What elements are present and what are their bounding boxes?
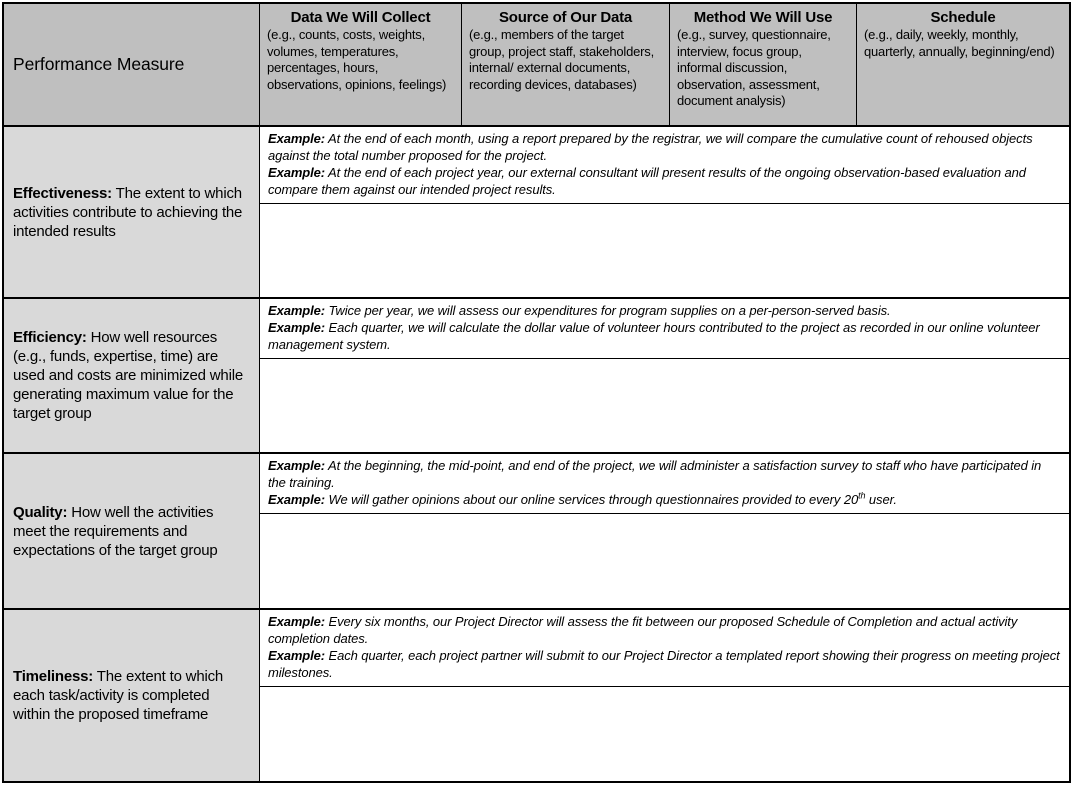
example-label: Example: <box>268 648 326 663</box>
example-text: At the beginning, the mid-point, and end of the project, we will administer a satisfaction survey to staff who have participated in the training. <box>268 458 1042 490</box>
example-text: At the end of each month, using a report prepared by the registrar, we will compare the cumulative count of rehoused objects against the total number proposed for the project. <box>268 131 1033 163</box>
header-cell-data-we-will-collect <box>260 4 462 125</box>
measure-term: Effectiveness: <box>13 184 112 202</box>
measure-description: The extent to which each task/activity is completed within the proposed timeframe <box>13 668 224 723</box>
header-cell-method-we-will-use <box>670 4 857 125</box>
examples-cell <box>260 299 1069 359</box>
header-cell-performance-measure <box>4 4 260 125</box>
measure-label <box>13 503 249 560</box>
row-timeliness <box>4 610 1069 781</box>
row-content <box>260 454 1069 608</box>
measure-description: How well resources (e.g., funds, expertise, time) are used and costs are minimized while generating maximum value for the target group <box>13 329 243 422</box>
measure-description: How well the activities meet the requirements and expectations of the target group <box>13 503 218 559</box>
example-line <box>268 302 1060 319</box>
example-label: Example: <box>268 458 326 473</box>
example-text: Every six months, our Project Director will assess the fit between our proposed Schedule of Completion and actual activity completion dates. <box>268 614 1018 646</box>
column-subtitle: (e.g., members of the target group, project staff, stakeholders, internal/ external documents, recording devices, databases) <box>469 27 654 92</box>
examples-cell <box>260 127 1069 204</box>
row-effectiveness <box>4 127 1069 299</box>
example-text: We will gather opinions about our online services through questionnaires provided to every 20 <box>325 492 859 507</box>
row-efficiency <box>4 299 1069 454</box>
column-title: Method We Will Use <box>693 9 833 26</box>
measure-description: The extent to which activities contribute to achieving the intended results <box>13 184 243 240</box>
measure-term: Timeliness: <box>13 668 94 685</box>
fill-in-cell-timeliness[interactable] <box>260 687 1069 781</box>
measure-term: Quality: <box>13 503 68 521</box>
row-content <box>260 610 1069 781</box>
example-label: Example: <box>268 320 326 335</box>
example-line <box>268 647 1060 681</box>
fill-in-cell-quality[interactable] <box>260 514 1069 608</box>
example-text-after: user. <box>865 492 897 507</box>
example-text: Each quarter, each project partner will submit to our Project Director a templated report showing their progress on meeting project milestones. <box>268 648 1060 680</box>
example-text: Twice per year, we will assess our expenditures for program supplies on a per-person-served basis. <box>325 303 891 318</box>
row-quality <box>4 454 1069 610</box>
row-content <box>260 299 1069 452</box>
row-content <box>260 127 1069 297</box>
example-label: Example: <box>268 492 326 507</box>
example-text: At the end of each project year, our external consultant will present results of the ongoing observation-based evaluation and compare them against our intended project results. <box>268 165 1026 197</box>
example-label: Example: <box>268 303 326 318</box>
header-cell-schedule <box>857 4 1069 125</box>
column-title: Source of Our Data <box>498 9 633 26</box>
examples-cell <box>260 454 1069 514</box>
example-label: Example: <box>268 614 326 629</box>
measure-label-cell <box>4 127 260 297</box>
example-line <box>268 164 1060 198</box>
example-line <box>268 613 1060 647</box>
example-line <box>268 130 1060 164</box>
example-line <box>268 457 1060 491</box>
fill-in-cell-efficiency[interactable] <box>260 359 1069 452</box>
example-label: Example: <box>268 165 326 180</box>
measure-label <box>13 328 249 423</box>
performance-measure-table <box>2 2 1071 783</box>
column-title: Data We Will Collect <box>290 9 431 26</box>
example-text: Each quarter, we will calculate the dollar value of volunteer hours contributed to the project as recorded in our online volunteer management system. <box>268 320 1040 352</box>
table-header-row <box>4 4 1069 127</box>
performance-measure-title: Performance Measure <box>13 54 185 74</box>
measure-term: Efficiency: <box>13 329 87 346</box>
measure-label-cell <box>4 454 260 608</box>
column-title: Schedule <box>930 9 996 26</box>
superscript-ordinal: th <box>858 490 866 501</box>
example-line <box>268 491 1060 508</box>
column-subtitle: (e.g., daily, weekly, monthly, quarterly, annually, beginning/end) <box>864 27 1055 59</box>
example-label: Example: <box>268 131 326 146</box>
measure-label <box>13 184 249 241</box>
measure-label-cell <box>4 299 260 452</box>
examples-cell <box>260 610 1069 687</box>
fill-in-cell-effectiveness[interactable] <box>260 204 1069 297</box>
column-subtitle: (e.g., survey, questionnaire, interview, focus group, informal discussion, observation, assessment, document analysis) <box>677 27 831 108</box>
measure-label <box>13 667 249 724</box>
header-cell-source-of-our-data <box>462 4 670 125</box>
column-subtitle: (e.g., counts, costs, weights, volumes, temperatures, percentages, hours, observations, opinions, feelings) <box>267 27 447 92</box>
measure-label-cell <box>4 610 260 781</box>
example-line <box>268 319 1060 353</box>
